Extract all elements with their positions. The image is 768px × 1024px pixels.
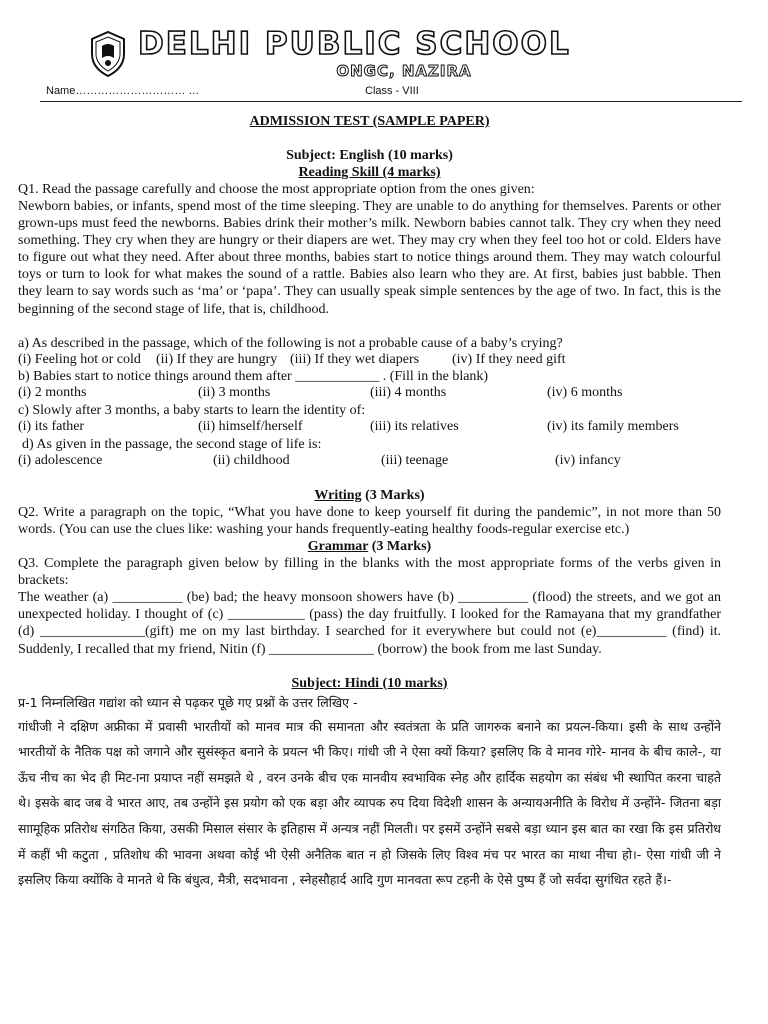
reading-skill-heading: Reading Skill (4 marks)	[298, 165, 441, 180]
option: (ii) 3 months	[198, 385, 271, 401]
option: (i) Feeling hot or cold	[18, 351, 141, 367]
class-field: Class - VIII	[365, 85, 419, 97]
question-b-options	[18, 385, 721, 402]
q3-paragraph: The weather (a) __________ (be) bad; the heavy monsoon showers have (b) __________ (flood) the streets, and we got an unexpected holiday. I thought of (c) ___________ (pass) the day fruitfully. I looked for the Ramayana that my grandfather (d) _______________(gift) me on my last birthday. I searched for it everywhere but could not (e)__________ (find) it. Suddenly, I recalled that my friend, Nitin (f) _______________ (borrow) the book from me last Sunday.	[18, 590, 721, 657]
option: (iv) If they need gift	[452, 351, 566, 367]
option: (ii) If they are hungry	[156, 351, 278, 367]
campus-name: ONGC, NAZIRA	[336, 62, 472, 80]
student-name-field: Name………………………… …	[46, 85, 200, 97]
option: (i) 2 months	[18, 385, 87, 401]
option: (iii) 4 months	[370, 385, 447, 401]
hindi-subject-heading: Subject: Hindi (10 marks)	[291, 675, 448, 691]
option: (i) adolescence	[18, 453, 103, 469]
hindi-passage: गांधीजी ने दक्षिण अफ्रीका में प्रवासी भारतीयों को मानव मात्र की समानता और स्वतंत्रता के प्रति जागरुक बनाने का प्रयत्न-किया। इसी के साथ उन्होंने भारतीयों के नैतिक पक्ष को जगाने और सुसंस्कृत बनाने के प्रयत्न भी किए। गांधी जी ने ऐसा क्यों किया? इसलिए कि वे मानव गोरे- मानव के बीच काले-, या ऊँच नीच का भेद ही मिट-ाना प्रयाप्त नहीं समझते थे , वरन उनके बीच एक मानवीय स्वभाविक स्नेह और हार्दिक सहयोग का संबंध भी स्थापित करना चाहते थे। इसके बाद जब वे भारत आए, तब उन्होंने इस प्रयोग को एक बड़ा और व्यापक रुप दिया विदेशी शासन के अन्यायअनीति के विरोध में उन्होंने- जितना बड़ा साामूहिक प्रतिरोध संगठित किया, उसकी मिसाल संसार के इतिहास में अन्यत्र नहीं मिलती। पर इसमें उन्होंने सबसे बड़ा ध्यान इस बात का रखा कि इस प्रतिरोध में कहीं भी कटुता , प्रतिशोध की भावना अथवा कोई भी ऐसी अनैतिक बात न हो जिसके लिए विश्व मंच पर भारत का माथा नीचा हो।- ऐसा गांधी जी ने इसलिए किया क्योंकि वे मानते थे कि बंधुत्व, मैत्री, सदभावना , स्नेहसौहार्द आदि गुण मानवता रूप टहनी के ऐसे पुष्प हैं जो सर्वदा सुगंधित रहते हैं।-	[18, 718, 721, 888]
hindi-q1: प्र-1 निम्नलिखित गद्यांश को ध्यान से पढ़कर पूछे गए प्रश्नों के उत्तर लिखिए -	[18, 694, 358, 710]
option: (iii) its relatives	[370, 419, 459, 435]
header-divider	[40, 101, 742, 102]
option: (ii) childhood	[213, 453, 290, 469]
writing-heading: Writing (3 Marks)	[314, 487, 425, 503]
reading-passage: Newborn babies, or infants, spend most of the time sleeping. They are unable to do anything for themselves. Parents or other grown-ups must feed the newborns. Babies drink their mother’s milk. Newborn babies cannot talk. They cry when they need something. They cry when they are hungry or their diapers are wet. They may cry when they feel too hot or cold. Elders have to figure out what they need. After about three months, babies start to notice things around them. They may watch colourful toys or turn to look for what makes the sound of a rattle. Babies also learn who they are. At first, babies just babble. Then they learn to say words such as ‘ma’ or ‘papa’. They can usually speak simple sentences by the age of two. In fact, this is the beginning of the second stage of life, that is, childhood.	[18, 199, 721, 317]
school-name: DELHI PUBLIC SCHOOL	[138, 26, 571, 62]
english-subject-heading: Subject: English (10 marks)	[286, 148, 453, 163]
option: (iv) 6 months	[547, 385, 623, 401]
option: (iv) its family members	[547, 419, 679, 435]
question-b: b) Babies start to notice things around them after ____________ . (Fill in the blank)	[18, 369, 489, 385]
english-q1: Q1. Read the passage carefully and choose the most appropriate option from the ones given:	[18, 182, 535, 197]
question-c-options	[18, 419, 721, 436]
option: (iv) infancy	[555, 453, 621, 469]
question-d-options	[18, 453, 721, 470]
paper-content	[18, 113, 721, 893]
english-q2: Q2. Write a paragraph on the topic, “What you have done to keep yourself fit during the pandemic”, in not more than 50 words. (You can use the clues like: washing your hands frequently-eating healthy foods-regular exercise etc.)	[18, 504, 721, 537]
school-header	[0, 0, 768, 104]
english-q3: Q3. Complete the paragraph given below by filling in the blanks with the most appropriate forms of the verbs given in brackets:	[18, 556, 721, 589]
paper-title: ADMISSION TEST (SAMPLE PAPER)	[249, 114, 490, 129]
grammar-heading: Grammar (3 Marks)	[307, 539, 432, 555]
question-c: c) Slowly after 3 months, a baby starts to learn the identity of:	[18, 403, 366, 419]
option: (ii) himself/herself	[198, 419, 303, 435]
option: (iii) If they wet diapers	[290, 351, 420, 367]
option: (iii) teenage	[381, 453, 449, 469]
question-a-options	[18, 352, 721, 369]
question-d: d) As given in the passage, the second stage of life is:	[22, 437, 322, 453]
question-a: a) As described in the passage, which of the following is not a probable cause of a baby’s crying?	[18, 335, 563, 351]
option: (i) its father	[18, 419, 85, 435]
